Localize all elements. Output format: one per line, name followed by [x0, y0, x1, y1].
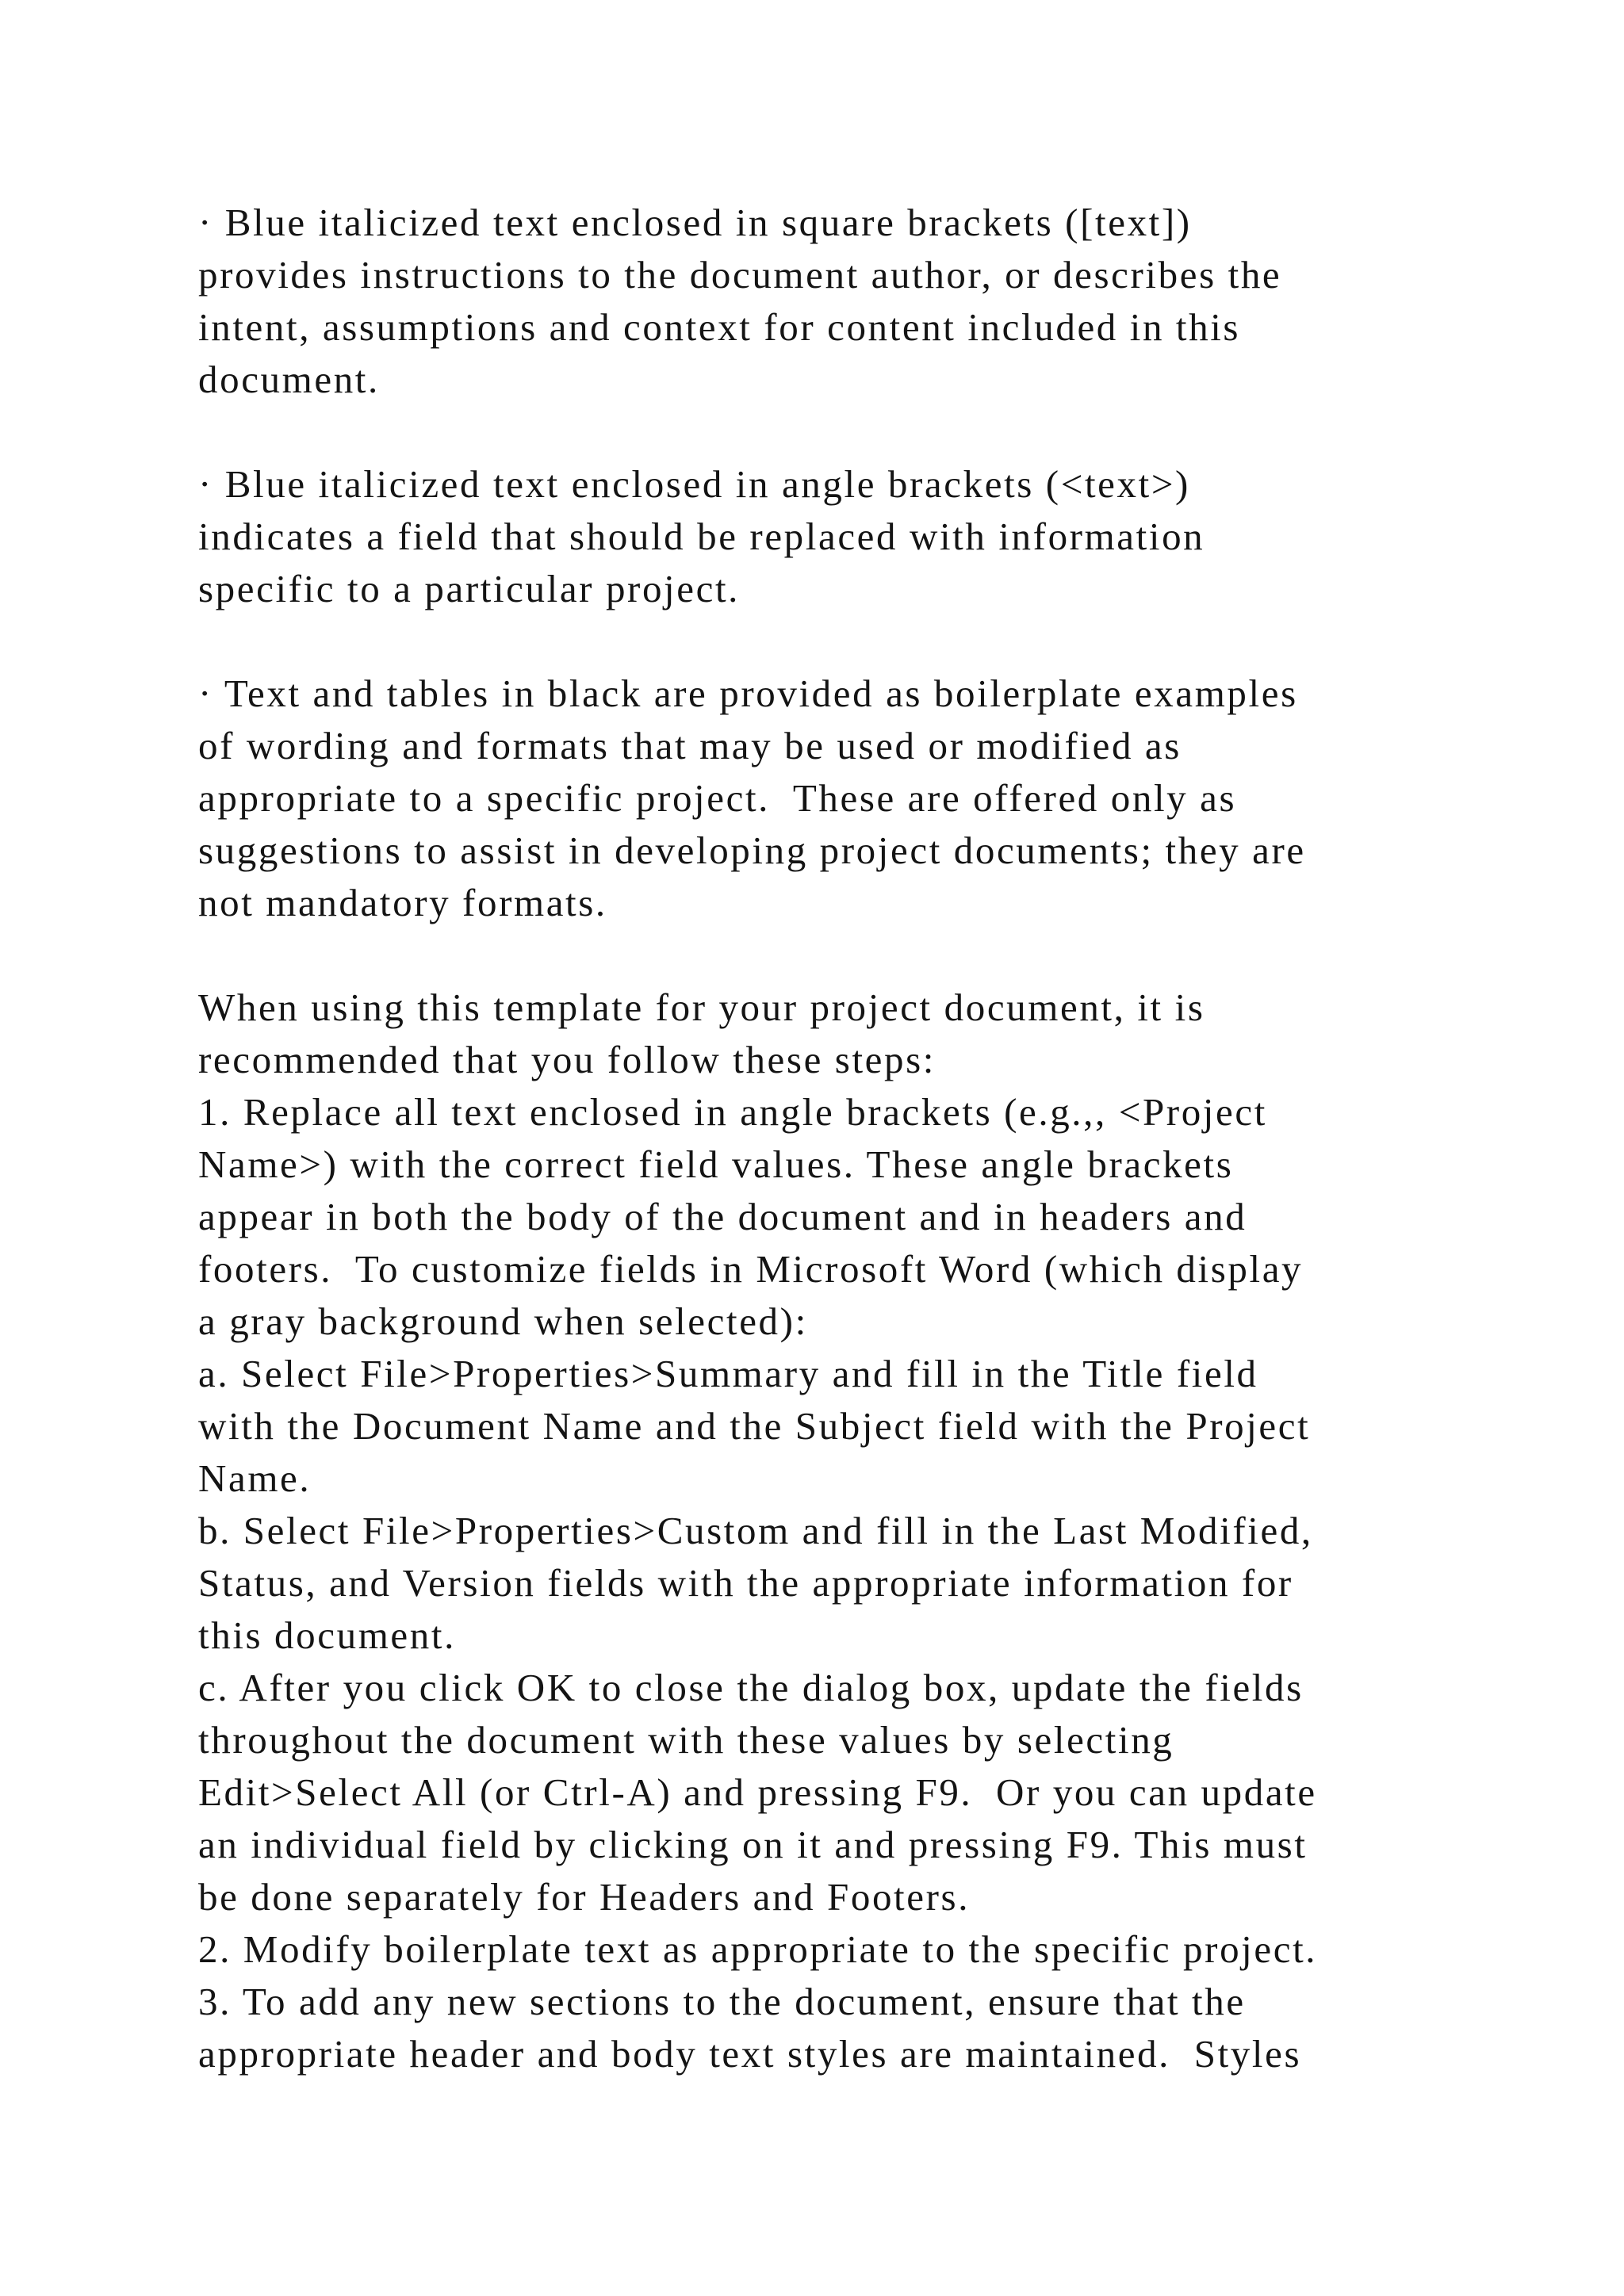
text-line: a gray background when selected):: [198, 1299, 808, 1343]
text-line: intent, assumptions and context for content included in this: [198, 305, 1241, 349]
text-line: appear in both the body of the document and in headers and: [198, 1195, 1247, 1238]
text-line: 3. To add any new sections to the document, ensure that the: [198, 1980, 1246, 2023]
text-line: · Text and tables in black are provided as boilerplate examples: [198, 672, 1298, 715]
text-line: an individual field by clicking on it and pressing F9. This must: [198, 1823, 1308, 1866]
bullet-black-text: [198, 668, 1483, 929]
text-line: · Blue italicized text enclosed in square brackets ([text]): [198, 201, 1192, 244]
text-line: footers. To customize fields in Microsoft Word (which display: [198, 1247, 1304, 1291]
text-line: appropriate header and body text styles are maintained. Styles: [198, 2032, 1302, 2076]
step-3: [198, 1976, 1483, 2080]
text-line: indicates a field that should be replaced with information: [198, 515, 1205, 558]
text-line: this document.: [198, 1613, 456, 1657]
paragraph-spacer: [198, 615, 1483, 668]
text-line: not mandatory formats.: [198, 881, 607, 924]
text-line: Edit>Select All (or Ctrl-A) and pressing F9. Or you can update: [198, 1770, 1317, 1814]
text-line: Status, and Version fields with the appropriate information for: [198, 1561, 1293, 1605]
text-line: a. Select File>Properties>Summary and fill in the Title field: [198, 1352, 1258, 1395]
bullet-angle-brackets: [198, 458, 1483, 615]
text-line: 1. Replace all text enclosed in angle brackets (e.g.,, <Project: [198, 1090, 1267, 1134]
text-line: appropriate to a specific project. These are offered only as: [198, 776, 1237, 820]
text-line: be done separately for Headers and Footers.: [198, 1875, 971, 1919]
text-line: recommended that you follow these steps:: [198, 1038, 936, 1081]
step-1b: [198, 1505, 1483, 1662]
paragraph-spacer: [198, 406, 1483, 458]
text-line: suggestions to assist in developing project documents; they are: [198, 828, 1306, 872]
text-line: throughout the document with these values by selecting: [198, 1718, 1174, 1762]
step-1a: [198, 1348, 1483, 1505]
step-1c: [198, 1662, 1483, 1923]
text-line: Name.: [198, 1456, 312, 1500]
text-line: document.: [198, 358, 380, 401]
text-line: with the Document Name and the Subject field with the Project: [198, 1404, 1311, 1448]
text-line: When using this template for your project document, it is: [198, 985, 1205, 1029]
text-line: of wording and formats that may be used or modified as: [198, 724, 1182, 767]
text-line: Name>) with the correct field values. These angle brackets: [198, 1142, 1234, 1186]
bullet-square-brackets: [198, 197, 1483, 406]
text-line: b. Select File>Properties>Custom and fill in the Last Modified,: [198, 1509, 1313, 1552]
step-1: [198, 1086, 1483, 1348]
paragraph-spacer: [198, 929, 1483, 982]
text-line: · Blue italicized text enclosed in angle brackets (<text>): [198, 462, 1190, 506]
text-line: provides instructions to the document author, or describes the: [198, 253, 1282, 297]
text-line: 2. Modify boilerplate text as appropriate to the specific project.: [198, 1927, 1318, 1971]
text-line: c. After you click OK to close the dialog box, update the fields: [198, 1666, 1304, 1709]
step-2: [198, 1923, 1483, 1976]
text-line: specific to a particular project.: [198, 567, 741, 610]
steps-intro: [198, 982, 1483, 1086]
document-body: [198, 197, 1483, 2080]
